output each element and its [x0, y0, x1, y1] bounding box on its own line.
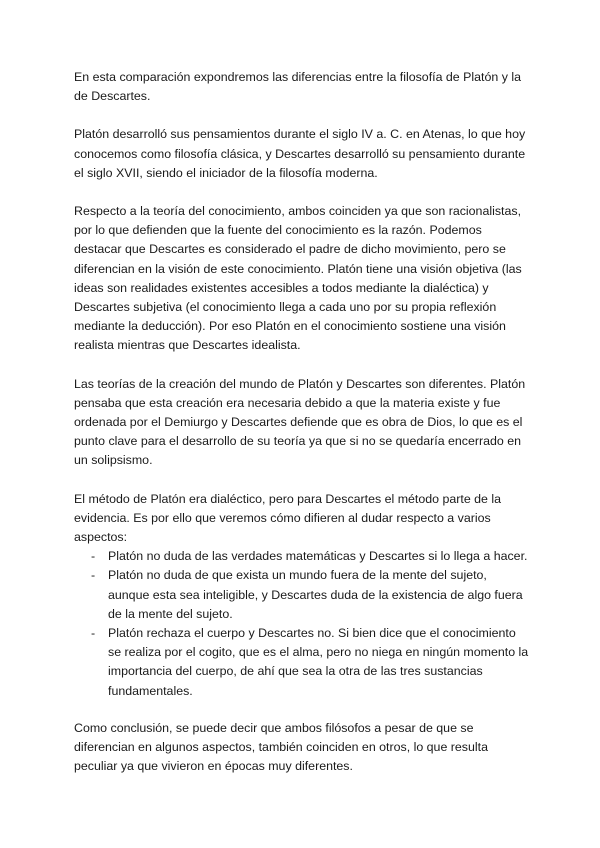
list-bullet: -	[91, 549, 96, 564]
method-paragraph: El método de Platón era dialéctico, pero para Descartes el método parte de la evidencia. Es por ello que veremos cómo difieren al dudar respecto a varios aspectos:	[74, 491, 502, 545]
list-item	[91, 566, 530, 624]
world-creation-paragraph: Las teorías de la creación del mundo de Platón y Descartes son diferentes. Platón pensaba que esta creación era necesaria debido a que la materia existe y fue ordenada por el Demiurgo y Descartes defiende que es obra de Dios, lo que es el punto clave para el desarrollo de su teoría ya que si no se quedaría encerrado en un solipsismo.	[74, 376, 526, 468]
historical-context-paragraph: Platón desarrolló sus pensamientos durante el siglo IV a. C. en Atenas, lo que hoy conocemos como filosofía clásica, y Descartes desarrolló su pensamiento durante el siglo XVII, siendo el iniciador de la filosofía moderna.	[74, 127, 526, 180]
doubt-aspects-list	[74, 547, 530, 701]
conclusion-paragraph: Como conclusión, se puede decir que ambos filósofos a pesar de que se diferencian en algunos aspectos, también coinciden en otros, lo que resulta peculiar ya que vivieron en épocas muy diferentes.	[74, 720, 488, 774]
list-item-text: Platón rechaza el cuerpo y Descartes no. Si bien dice que el conocimiento se realiza por el cogito, que es el alma, pero no niega en ningún momento la importancia del cuerpo, de ahí que sea la otra de las tres sustancias fundamentales.	[108, 626, 529, 698]
list-bullet: -	[91, 568, 96, 583]
list-item-text: Platón no duda de las verdades matemáticas y Descartes si lo llega a hacer.	[108, 549, 528, 564]
list-bullet: -	[91, 626, 96, 641]
list-item	[91, 547, 530, 566]
list-item	[91, 624, 530, 701]
list-item-text: Platón no duda de que exista un mundo fuera de la mente del sujeto, aunque esta sea inteligible, y Descartes duda de la existencia de algo fuera de la mente del sujeto.	[108, 568, 523, 621]
intro-paragraph: En esta comparación expondremos las diferencias entre la filosofía de Platón y la de Descartes.	[74, 70, 522, 104]
knowledge-theory-paragraph: Respecto a la teoría del conocimiento, ambos coinciden ya que son racionalistas, por lo que defienden que la fuente del conocimiento es la razón. Podemos destacar que Descartes es considerado el padre de dicho movimiento, pero se diferencian en la visión de este conocimiento. Platón tiene una visión objetiva (las ideas son realidades existentes accesibles a todos mediante la dialéctica) y Descartes subjetiva (el conocimiento llega a cada uno por su propia reflexión mediante la deducción). Por eso Platón en el conocimiento sostiene una visión realista mientras que Descartes idealista.	[74, 204, 522, 353]
